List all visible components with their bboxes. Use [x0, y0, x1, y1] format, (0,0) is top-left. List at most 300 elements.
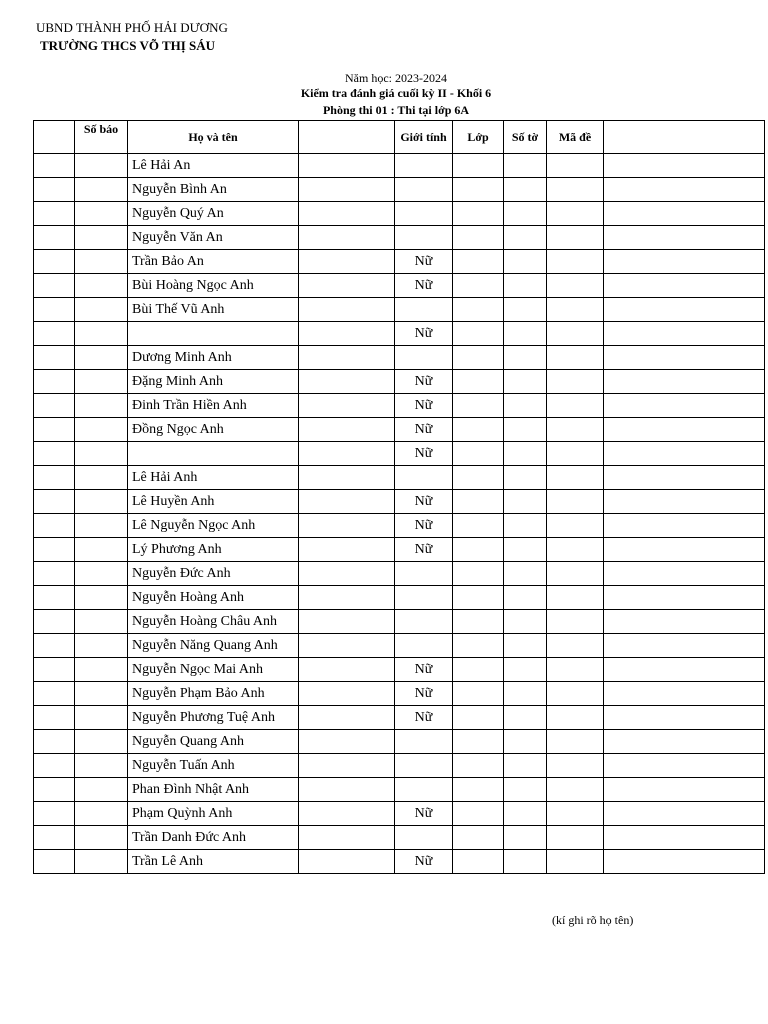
cell-so-to [504, 802, 547, 826]
cell-blank [299, 730, 395, 754]
cell-ma-de [547, 826, 604, 850]
cell-name: Dương Minh Anh [128, 346, 299, 370]
col-header-so-to: Số tờ [504, 121, 547, 154]
cell-blank [299, 298, 395, 322]
cell-so-bao [75, 634, 128, 658]
cell-ma-de [547, 754, 604, 778]
table-row [34, 682, 765, 706]
cell-stt [34, 394, 75, 418]
cell-ma-de [547, 706, 604, 730]
cell-blank [299, 658, 395, 682]
cell-so-bao [75, 562, 128, 586]
cell-gender [395, 826, 453, 850]
cell-name: Nguyễn Năng Quang Anh [128, 634, 299, 658]
table-row [34, 514, 765, 538]
cell-stt [34, 826, 75, 850]
cell-ma-de [547, 778, 604, 802]
cell-stt [34, 202, 75, 226]
cell-signature [604, 346, 765, 370]
cell-signature [604, 658, 765, 682]
cell-ma-de [547, 370, 604, 394]
table-row [34, 442, 765, 466]
cell-gender: Nữ [395, 514, 453, 538]
cell-ma-de [547, 394, 604, 418]
cell-lop [453, 490, 504, 514]
cell-signature [604, 514, 765, 538]
cell-gender [395, 466, 453, 490]
cell-name [128, 322, 299, 346]
cell-so-to [504, 202, 547, 226]
cell-so-to [504, 682, 547, 706]
cell-gender: Nữ [395, 370, 453, 394]
cell-signature [604, 802, 765, 826]
cell-lop [453, 514, 504, 538]
cell-blank [299, 802, 395, 826]
cell-lop [453, 370, 504, 394]
cell-lop [453, 586, 504, 610]
cell-gender: Nữ [395, 274, 453, 298]
cell-lop [453, 394, 504, 418]
cell-gender [395, 202, 453, 226]
cell-so-bao [75, 754, 128, 778]
table-row [34, 370, 765, 394]
cell-signature [604, 442, 765, 466]
table-row [34, 586, 765, 610]
cell-signature [604, 826, 765, 850]
cell-ma-de [547, 850, 604, 874]
cell-ma-de [547, 730, 604, 754]
cell-so-bao [75, 322, 128, 346]
table-row [34, 298, 765, 322]
exam-title: Kiểm tra đánh giá cuối kỳ II - Khối 6 [300, 86, 492, 100]
cell-ma-de [547, 442, 604, 466]
cell-gender [395, 610, 453, 634]
cell-blank [299, 754, 395, 778]
cell-gender: Nữ [395, 322, 453, 346]
student-roster-table [33, 120, 765, 874]
cell-so-bao [75, 490, 128, 514]
cell-lop [453, 154, 504, 178]
cell-so-to [504, 754, 547, 778]
cell-stt [34, 658, 75, 682]
cell-lop [453, 826, 504, 850]
cell-lop [453, 346, 504, 370]
cell-gender: Nữ [395, 418, 453, 442]
cell-name: Đinh Trần Hiền Anh [128, 394, 299, 418]
cell-so-to [504, 514, 547, 538]
cell-stt [34, 322, 75, 346]
cell-name: Đồng Ngọc Anh [128, 418, 299, 442]
table-row [34, 754, 765, 778]
cell-stt [34, 490, 75, 514]
cell-so-to [504, 154, 547, 178]
cell-so-to [504, 730, 547, 754]
cell-so-to [504, 226, 547, 250]
cell-signature [604, 754, 765, 778]
cell-lop [453, 226, 504, 250]
cell-so-bao [75, 418, 128, 442]
cell-so-bao [75, 826, 128, 850]
cell-lop [453, 178, 504, 202]
cell-stt [34, 178, 75, 202]
cell-so-bao [75, 706, 128, 730]
cell-so-bao [75, 802, 128, 826]
col-header-so-bao: Số báo [75, 121, 128, 154]
cell-ma-de [547, 322, 604, 346]
cell-blank [299, 274, 395, 298]
cell-lop [453, 538, 504, 562]
table-row [34, 250, 765, 274]
cell-blank [299, 562, 395, 586]
cell-stt [34, 802, 75, 826]
cell-gender [395, 754, 453, 778]
cell-stt [34, 754, 75, 778]
cell-so-to [504, 610, 547, 634]
cell-so-bao [75, 538, 128, 562]
cell-so-bao [75, 226, 128, 250]
cell-signature [604, 298, 765, 322]
cell-so-bao [75, 178, 128, 202]
cell-signature [604, 154, 765, 178]
cell-so-to [504, 562, 547, 586]
cell-name: Nguyễn Hoàng Anh [128, 586, 299, 610]
table-row [34, 394, 765, 418]
cell-stt [34, 466, 75, 490]
table-row [34, 466, 765, 490]
cell-lop [453, 298, 504, 322]
cell-blank [299, 250, 395, 274]
table-row [34, 658, 765, 682]
cell-so-bao [75, 658, 128, 682]
cell-gender [395, 634, 453, 658]
cell-blank [299, 682, 395, 706]
cell-lop [453, 658, 504, 682]
cell-name: Nguyễn Tuấn Anh [128, 754, 299, 778]
table-row [34, 154, 765, 178]
cell-gender [395, 586, 453, 610]
cell-signature [604, 370, 765, 394]
cell-name: Trần Bảo An [128, 250, 299, 274]
cell-stt [34, 562, 75, 586]
cell-lop [453, 610, 504, 634]
table-row [34, 826, 765, 850]
cell-ma-de [547, 514, 604, 538]
table-row [34, 346, 765, 370]
cell-name: Lê Nguyễn Ngọc Anh [128, 514, 299, 538]
cell-name: Đặng Minh Anh [128, 370, 299, 394]
cell-ma-de [547, 418, 604, 442]
table-row [34, 322, 765, 346]
cell-so-bao [75, 730, 128, 754]
cell-blank [299, 850, 395, 874]
table-row [34, 610, 765, 634]
cell-so-bao [75, 442, 128, 466]
cell-lop [453, 706, 504, 730]
cell-gender [395, 178, 453, 202]
cell-blank [299, 610, 395, 634]
cell-lop [453, 802, 504, 826]
cell-so-to [504, 706, 547, 730]
cell-ma-de [547, 610, 604, 634]
cell-stt [34, 418, 75, 442]
cell-ma-de [547, 586, 604, 610]
cell-stt [34, 274, 75, 298]
cell-signature [604, 778, 765, 802]
cell-ma-de [547, 562, 604, 586]
cell-signature [604, 466, 765, 490]
cell-name: Nguyễn Phạm Bảo Anh [128, 682, 299, 706]
cell-name [128, 442, 299, 466]
col-header-lop: Lớp [453, 121, 504, 154]
cell-so-to [504, 418, 547, 442]
cell-gender [395, 346, 453, 370]
cell-signature [604, 586, 765, 610]
cell-so-bao [75, 514, 128, 538]
cell-gender: Nữ [395, 442, 453, 466]
cell-blank [299, 466, 395, 490]
cell-stt [34, 514, 75, 538]
cell-gender: Nữ [395, 250, 453, 274]
cell-stt [34, 442, 75, 466]
cell-so-to [504, 370, 547, 394]
cell-ma-de [547, 802, 604, 826]
cell-name: Lê Huyền Anh [128, 490, 299, 514]
cell-gender [395, 562, 453, 586]
cell-lop [453, 754, 504, 778]
cell-ma-de [547, 682, 604, 706]
cell-ma-de [547, 658, 604, 682]
cell-so-bao [75, 202, 128, 226]
cell-so-bao [75, 298, 128, 322]
table-row [34, 490, 765, 514]
table-row [34, 730, 765, 754]
cell-stt [34, 610, 75, 634]
cell-stt [34, 298, 75, 322]
cell-signature [604, 682, 765, 706]
cell-signature [604, 610, 765, 634]
cell-name: Nguyễn Bình An [128, 178, 299, 202]
cell-so-bao [75, 586, 128, 610]
cell-so-bao [75, 274, 128, 298]
cell-blank [299, 538, 395, 562]
cell-lop [453, 778, 504, 802]
cell-name: Bùi Thế Vũ Anh [128, 298, 299, 322]
cell-so-to [504, 826, 547, 850]
cell-ma-de [547, 274, 604, 298]
table-header-row [34, 121, 765, 154]
cell-stt [34, 154, 75, 178]
cell-gender: Nữ [395, 802, 453, 826]
table-row [34, 634, 765, 658]
cell-blank [299, 202, 395, 226]
cell-ma-de [547, 202, 604, 226]
cell-stt [34, 250, 75, 274]
cell-gender: Nữ [395, 706, 453, 730]
cell-gender: Nữ [395, 538, 453, 562]
cell-ma-de [547, 490, 604, 514]
cell-ma-de [547, 298, 604, 322]
cell-gender [395, 730, 453, 754]
cell-blank [299, 178, 395, 202]
cell-blank [299, 346, 395, 370]
cell-blank [299, 394, 395, 418]
cell-so-to [504, 274, 547, 298]
table-row [34, 226, 765, 250]
table-row [34, 802, 765, 826]
cell-blank [299, 778, 395, 802]
cell-signature [604, 538, 765, 562]
cell-signature [604, 226, 765, 250]
school-name: TRƯỜNG THCS VÕ THỊ SÁU [40, 38, 216, 53]
cell-so-bao [75, 850, 128, 874]
cell-so-to [504, 394, 547, 418]
table-row [34, 202, 765, 226]
col-header-ma-de: Mã đề [547, 121, 604, 154]
cell-gender: Nữ [395, 394, 453, 418]
table-row [34, 538, 765, 562]
cell-name: Phan Đình Nhật Anh [128, 778, 299, 802]
cell-so-to [504, 538, 547, 562]
cell-ma-de [547, 226, 604, 250]
cell-stt [34, 850, 75, 874]
cell-signature [604, 250, 765, 274]
table-row [34, 706, 765, 730]
cell-blank [299, 442, 395, 466]
cell-stt [34, 346, 75, 370]
cell-name: Trần Danh Đức Anh [128, 826, 299, 850]
cell-name: Nguyễn Phương Tuệ Anh [128, 706, 299, 730]
cell-so-bao [75, 682, 128, 706]
cell-so-bao [75, 394, 128, 418]
cell-signature [604, 634, 765, 658]
cell-name: Bùi Hoàng Ngọc Anh [128, 274, 299, 298]
table-row [34, 274, 765, 298]
cell-stt [34, 226, 75, 250]
cell-blank [299, 370, 395, 394]
cell-stt [34, 370, 75, 394]
table-row [34, 850, 765, 874]
cell-ma-de [547, 466, 604, 490]
cell-lop [453, 634, 504, 658]
cell-signature [604, 418, 765, 442]
cell-so-to [504, 178, 547, 202]
cell-stt [34, 778, 75, 802]
cell-signature [604, 202, 765, 226]
cell-so-to [504, 442, 547, 466]
cell-lop [453, 418, 504, 442]
cell-gender: Nữ [395, 658, 453, 682]
cell-signature [604, 274, 765, 298]
cell-blank [299, 322, 395, 346]
cell-gender: Nữ [395, 850, 453, 874]
cell-ma-de [547, 634, 604, 658]
cell-signature [604, 562, 765, 586]
table-row [34, 778, 765, 802]
cell-so-bao [75, 370, 128, 394]
cell-lop [453, 466, 504, 490]
cell-stt [34, 586, 75, 610]
exam-room: Phòng thi 01 : Thi tại lớp 6A [322, 103, 470, 117]
cell-lop [453, 442, 504, 466]
cell-name: Lê Hải An [128, 154, 299, 178]
cell-lop [453, 562, 504, 586]
col-header-stt [34, 121, 75, 154]
cell-so-bao [75, 250, 128, 274]
cell-gender [395, 154, 453, 178]
col-header-blank [299, 121, 395, 154]
col-header-gioi-tinh: Giới tính [395, 121, 453, 154]
cell-so-to [504, 634, 547, 658]
cell-blank [299, 634, 395, 658]
cell-gender [395, 778, 453, 802]
cell-so-to [504, 586, 547, 610]
cell-so-bao [75, 466, 128, 490]
cell-name: Nguyễn Đức Anh [128, 562, 299, 586]
cell-name: Nguyễn Hoàng Châu Anh [128, 610, 299, 634]
cell-lop [453, 682, 504, 706]
cell-so-to [504, 490, 547, 514]
table-row [34, 178, 765, 202]
cell-name: Nguyễn Quý An [128, 202, 299, 226]
cell-gender [395, 298, 453, 322]
cell-so-bao [75, 778, 128, 802]
cell-signature [604, 730, 765, 754]
cell-ma-de [547, 250, 604, 274]
cell-name: Phạm Quỳnh Anh [128, 802, 299, 826]
cell-ma-de [547, 538, 604, 562]
cell-gender: Nữ [395, 682, 453, 706]
cell-so-to [504, 658, 547, 682]
cell-lop [453, 850, 504, 874]
cell-signature [604, 178, 765, 202]
cell-ma-de [547, 346, 604, 370]
cell-blank [299, 490, 395, 514]
cell-so-to [504, 298, 547, 322]
cell-blank [299, 706, 395, 730]
cell-signature [604, 394, 765, 418]
col-header-ho-ten: Họ và tên [128, 121, 299, 154]
cell-so-to [504, 322, 547, 346]
cell-blank [299, 154, 395, 178]
cell-name: Nguyễn Văn An [128, 226, 299, 250]
col-header-signature [604, 121, 765, 154]
cell-blank [299, 418, 395, 442]
cell-gender [395, 226, 453, 250]
cell-signature [604, 850, 765, 874]
cell-lop [453, 730, 504, 754]
table-row [34, 562, 765, 586]
cell-lop [453, 322, 504, 346]
cell-stt [34, 538, 75, 562]
cell-ma-de [547, 178, 604, 202]
cell-name: Nguyễn Ngọc Mai Anh [128, 658, 299, 682]
signature-note: (kí ghi rõ họ tên) [552, 913, 634, 927]
cell-so-to [504, 466, 547, 490]
cell-so-to [504, 850, 547, 874]
cell-lop [453, 202, 504, 226]
cell-ma-de [547, 154, 604, 178]
cell-stt [34, 634, 75, 658]
cell-so-to [504, 346, 547, 370]
cell-gender: Nữ [395, 490, 453, 514]
cell-blank [299, 586, 395, 610]
cell-lop [453, 250, 504, 274]
cell-name: Trần Lê Anh [128, 850, 299, 874]
cell-so-to [504, 778, 547, 802]
cell-so-bao [75, 346, 128, 370]
cell-stt [34, 682, 75, 706]
cell-blank [299, 226, 395, 250]
